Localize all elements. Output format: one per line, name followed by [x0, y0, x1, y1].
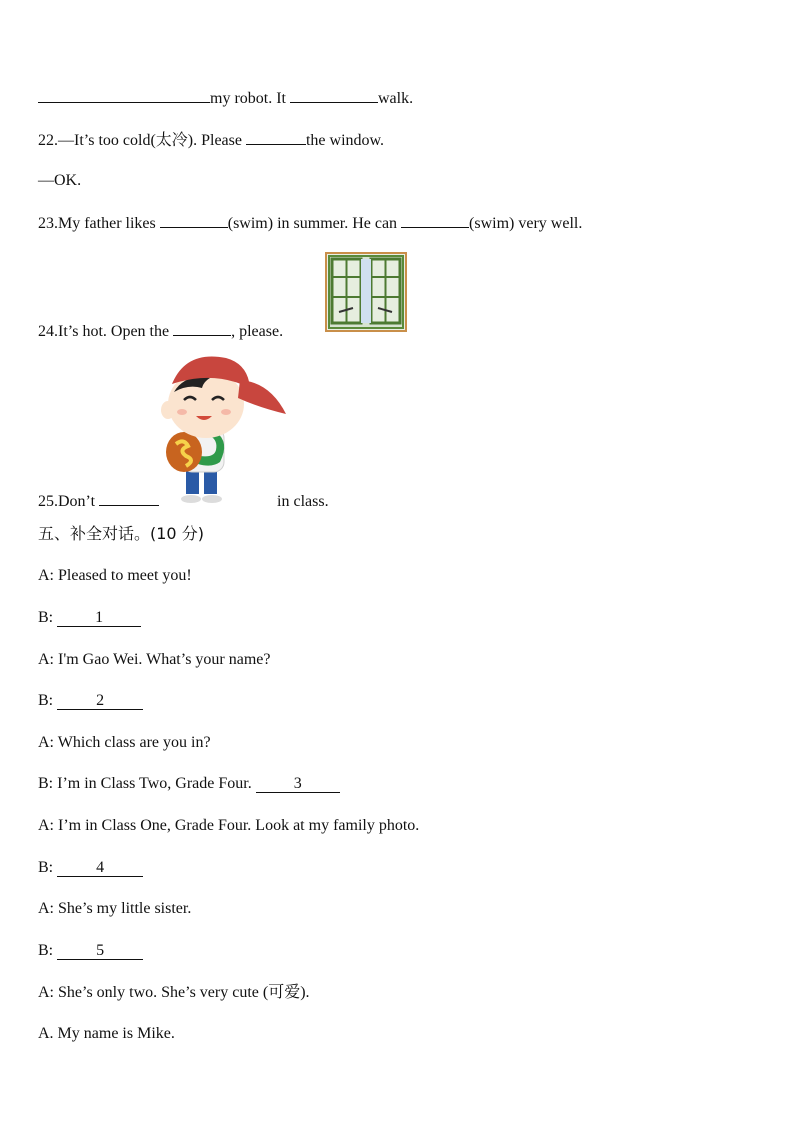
q23-text-mid: (swim) in summer. He can [227, 215, 402, 232]
q23-text-end: (swim) very well. [469, 215, 583, 232]
dialogue-line [38, 858, 143, 878]
q21-text-end: walk. [378, 90, 414, 107]
dialogue-text: She’s only two. She’s very cute (可爱). [58, 984, 310, 1001]
q22-text-end: the window. [305, 132, 385, 149]
speaker-label: B: [38, 942, 54, 959]
dialogue-line [38, 566, 192, 586]
q23-line [38, 213, 582, 234]
answer-blank[interactable] [173, 321, 231, 336]
speaker-label: A: [38, 734, 54, 751]
dialogue-line [38, 733, 211, 753]
section-title: 五、补全对话。(10 分) [38, 524, 204, 543]
dialogue-line [38, 983, 310, 1003]
answer-blank[interactable]: 4 [57, 860, 143, 877]
answer-blank[interactable]: 3 [256, 776, 340, 793]
q24-line [38, 321, 283, 342]
dialogue-text: Pleased to meet you! [58, 567, 192, 584]
dialogue-line [38, 941, 143, 961]
q22-line [38, 130, 384, 151]
q22-text: 22.—It’s too cold(太冷). Please [38, 132, 246, 149]
q21-text: my robot. It [210, 90, 290, 107]
speaker-label: B: [38, 609, 54, 626]
q25-text-end: in class. [277, 493, 329, 510]
speaker-label: A: [38, 984, 54, 1001]
dialogue-line [38, 899, 191, 919]
dialogue-line [38, 608, 141, 628]
q23-text: 23.My father likes [38, 215, 160, 232]
answer-blank[interactable]: 1 [57, 610, 141, 627]
dialogue-text: She’s my little sister. [58, 900, 192, 917]
q22-reply: —OK. [38, 172, 82, 189]
dialogue-line [38, 816, 419, 836]
speaker-label: A: [38, 651, 54, 668]
speaker-label: A: [38, 900, 54, 917]
window-illustration [325, 252, 407, 332]
answer-blank[interactable] [246, 130, 306, 145]
dialogue-text: I’m in Class One, Grade Four. Look at my family photo. [58, 817, 420, 834]
dialogue-text: I'm Gao Wei. What’s your name? [58, 651, 271, 668]
option-a: A. My name is Mike. [38, 1025, 175, 1042]
answer-blank[interactable] [401, 213, 469, 228]
answer-blank[interactable] [160, 213, 228, 228]
q24-text-end: , please. [231, 323, 284, 340]
q24-text: 24.It’s hot. Open the [38, 323, 174, 340]
answer-blank[interactable] [99, 491, 159, 506]
dialogue-text: Which class are you in? [57, 734, 211, 751]
dialogue-line [38, 650, 271, 670]
dialogue-line [38, 691, 143, 711]
q21-line [38, 88, 413, 109]
q25-line [38, 491, 329, 512]
q25-text: 25.Don’t [38, 493, 100, 510]
speaker-label: A: [38, 817, 54, 834]
speaker-label: A: [38, 567, 54, 584]
speaker-label: B: [38, 692, 54, 709]
answer-blank[interactable] [38, 88, 210, 103]
dialogue-text: I’m in Class Two, Grade Four. [57, 775, 256, 792]
answer-blank[interactable]: 2 [57, 693, 143, 710]
speaker-label: B: [38, 775, 54, 792]
answer-blank[interactable]: 5 [57, 943, 143, 960]
speaker-label: B: [38, 859, 54, 876]
boy-eating-illustration [160, 346, 288, 506]
answer-blank[interactable] [290, 88, 378, 103]
dialogue-line [38, 774, 340, 794]
